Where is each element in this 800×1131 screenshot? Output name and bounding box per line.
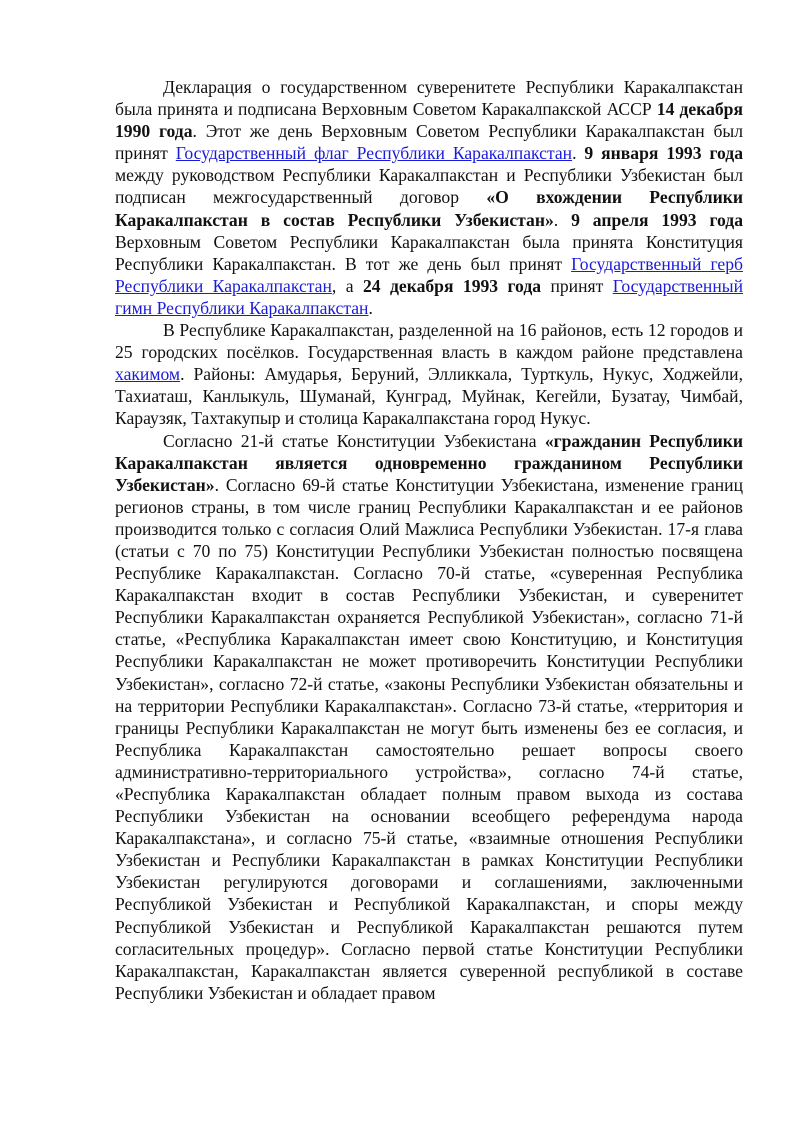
text: Согласно 21-й статье Конституции Узбекистана xyxy=(163,430,545,451)
date-bold: 9 апреля 1993 года xyxy=(571,209,744,230)
link-state-emblem[interactable]: Государственный герб Республики Каракалпакстан xyxy=(115,253,743,296)
date-bold: 24 декабря 1993 года xyxy=(362,275,542,296)
link-hakim[interactable]: хакимом xyxy=(115,364,181,385)
paragraph-declaration xyxy=(115,76,743,319)
link-state-anthem[interactable]: Государственный гимн Республики Каракалпакстан xyxy=(115,275,743,318)
text: . Районы: Амударья, Беруний, Элликкала, Турткуль, Нукус, Ходжейли, Тахиаташ, Канлыкуль, Шуманай, Кунград, Муйнак, Кегейли, Бузатау, Чимбай, Караузяк, Тахтакупыр и столица Каракалпакстана город Нукус. xyxy=(115,364,743,429)
text: . xyxy=(553,209,572,230)
link-state-flag[interactable]: Государственный флаг Республики Каракалпакстан xyxy=(175,143,573,164)
treaty-title-bold: «О вхождении Республики Каракалпакстан в состав Республики Узбекистан» xyxy=(115,187,743,230)
text: . Согласно 69-й статье Конституции Узбекистана, изменение границ регионов страны, в том числе границ Республики Каракалпакстан и ее районов производится только с согласия Олий Мажлиса Республики Узбекистан. 17-я глава (статьи с 70 по 75) Конституции Республики Узбекистан полностью посвящена Республике Каракалпакстан. Согласно 70-й статье, «суверенная Республика Каракалпакстан входит в состав Республики Узбекистан, и суверенитет Республики Каракалпакстан охраняется Республикой Узбекистан», согласно 71-й статье, «Республика Каракалпакстан имеет свою Конституцию, и Конституция Республики Каракалпакстан не может противоречить Конституции Республики Узбекистан», согласно 72-й статье, «законы Республики Узбекистан обязательны и на территории Республики Каракалпакстан». Согласно 73-й статье, «территория и границы Республики Каракалпакстан не могут быть изменены без ее согласия, и Республика Каракалпакстан самостоятельно решает вопросы своего административно-территориального устройства», согласно 74-й статье, «Республика Каракалпакстан обладает полным правом выхода из состава Республики Узбекистан на основании всеобщего референдума народа Каракалпакстана», и согласно 75-й статье, «взаимные отношения Республики Узбекистан и Республики Каракалпакстан в рамках Конституции Республики Узбекистан регулируются договорами и соглашениями, заключенными Республикой Узбекистан и Республикой Каракалпакстан, и споры между Республикой Узбекистан и Республикой Каракалпакстан решаются путем согласительных процедур». Согласно первой статье Конституции Республики Каракалпакстан, Каракалпакстан является суверенной республикой в составе Республики Узбекистан и обладает правом xyxy=(115,474,743,1003)
text: Декларация о государственном суверенитете Республики Каракалпакстан была принята и подписана Верховным Советом Каракалпакской АССР xyxy=(115,77,743,120)
text: . xyxy=(572,143,585,164)
text: принят xyxy=(541,275,613,296)
text: . xyxy=(368,297,373,318)
text: В Республике Каракалпакстан, разделенной на 16 районов, есть 12 городов и 25 городских посёлков. Государственная власть в каждом районе представлена xyxy=(115,320,743,363)
text: между руководством Республики Каракалпакстан и Республики Узбекистан был подписан межгосударственный договор xyxy=(115,165,743,208)
text: . Этот же день Верховным Советом Республики Каракалпакстан был принят xyxy=(115,121,743,164)
citizenship-quote-bold: «гражданин Республики Каракалпакстан является одновременно гражданином Республики Узбекистан» xyxy=(115,430,743,495)
text: , а xyxy=(331,275,363,296)
paragraph-districts xyxy=(115,319,743,429)
paragraph-constitution xyxy=(115,430,743,1004)
date-bold: 9 января 1993 года xyxy=(584,143,744,164)
date-bold: 14 декабря 1990 года xyxy=(115,99,743,142)
text: Верховным Советом Республики Каракалпакстан была принята Конституция Республики Каракалпакстан. В тот же день был принят xyxy=(115,231,743,274)
